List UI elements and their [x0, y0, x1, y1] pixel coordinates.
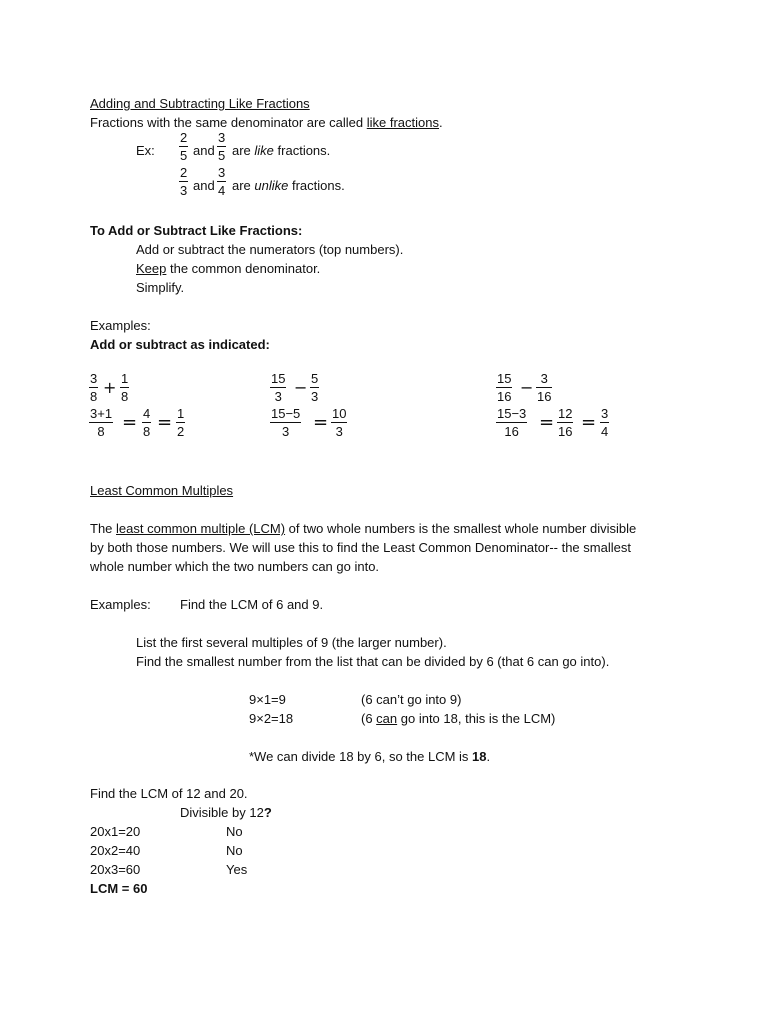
table-row-1-calc: 20x1=20 [90, 824, 141, 839]
numerator: 4 [143, 406, 151, 421]
multiple-row-2-note [361, 709, 555, 728]
table-row-3-calc: 20x3=60 [90, 862, 141, 877]
like-statement [232, 141, 330, 160]
like-fractions-intro [90, 113, 443, 132]
lcm-definition-line-2: by both those numbers. We will use this to find the Least Common Denominator-- the smallest [90, 540, 631, 555]
lcm2-task: Find the LCM of 12 and 20. [90, 786, 248, 801]
and-text: and [193, 143, 215, 158]
denominator: 5 [218, 148, 226, 163]
rule-step-2 [136, 259, 320, 278]
lcm-list-instruction: List the first several multiples of 9 (the larger number). [136, 635, 447, 650]
rule-step-2-rest: the common denominator. [166, 261, 321, 276]
fraction-bar [217, 181, 226, 182]
can-word: can [376, 711, 398, 726]
lcm-examples-label: Examples: [90, 597, 151, 612]
unlike-statement [232, 176, 345, 195]
denominator: 4 [601, 424, 609, 439]
plus-operator: + [103, 378, 117, 397]
equals-sign: = [157, 412, 173, 433]
solution-a-result [176, 407, 185, 438]
fraction-bar [557, 422, 573, 423]
fractions-text: fractions. [273, 143, 331, 158]
equals-sign: = [539, 412, 555, 433]
fraction-bar [179, 146, 188, 147]
numerator: 15 [271, 371, 286, 386]
multiple-row-2-calc: 9×2=18 [249, 711, 294, 726]
solution-c-result [600, 407, 609, 438]
rule-step-3: Simplify. [136, 280, 185, 295]
numerator: 2 [180, 165, 188, 180]
intro-post: . [439, 115, 443, 130]
numerator: 2 [180, 130, 188, 145]
denominator: 3 [311, 389, 319, 404]
numerator: 3 [218, 165, 226, 180]
denominator: 3 [335, 424, 343, 439]
problem-a-fraction-1 [89, 372, 98, 403]
fraction-bar [270, 422, 301, 423]
denominator: 3 [274, 389, 282, 404]
fraction-2-5 [179, 131, 188, 162]
multiple-row-1-note: (6 can’t go into 9) [361, 692, 462, 707]
note-post: go into 18, this is the LCM) [397, 711, 556, 726]
conclusion-pre: *We can divide 18 by 6, so the LCM is [249, 749, 473, 764]
table-row-2-calc: 20x2=40 [90, 843, 141, 858]
numerator: 15−3 [497, 406, 527, 421]
definition-pre: The [90, 521, 117, 536]
are-text: are [232, 178, 255, 193]
question-mark: ? [263, 805, 272, 820]
fractions-text: fractions. [288, 178, 345, 193]
problem-c-fraction-2 [536, 372, 552, 403]
table-row-3-result: Yes [226, 862, 248, 877]
denominator: 3 [282, 424, 290, 439]
lcm-find-instruction: Find the smallest number from the list that can be divided by 6 (that 6 can go into). [136, 654, 610, 669]
numerator: 3 [540, 371, 548, 386]
fraction-3-5 [217, 131, 226, 162]
fraction-bar [600, 422, 609, 423]
denominator: 8 [121, 389, 129, 404]
denominator: 3 [180, 183, 188, 198]
lcm-example-task: Find the LCM of 6 and 9. [180, 597, 324, 612]
conclusion-post: . [486, 749, 491, 764]
fraction-bar [310, 387, 319, 388]
minus-operator: − [520, 378, 534, 397]
fraction-bar [179, 181, 188, 182]
denominator: 8 [90, 389, 98, 404]
note-pre: (6 [361, 711, 377, 726]
numerator: 3+1 [90, 406, 113, 421]
intro-pre: Fractions with the same denominator are called [90, 115, 367, 130]
multiple-row-1-calc: 9×1=9 [249, 692, 286, 707]
unlike-word: unlike [254, 178, 289, 193]
are-text: are [232, 143, 255, 158]
minus-operator: − [294, 378, 308, 397]
denominator: 8 [97, 424, 105, 439]
lcm-conclusion [249, 747, 490, 766]
examples-label: Examples: [90, 318, 151, 333]
lcm-definition-line-1 [90, 519, 636, 538]
divisible-header-text: Divisible by 12 [180, 805, 264, 820]
and-text: and [193, 178, 215, 193]
keep-word: Keep [136, 261, 167, 276]
numerator: 1 [121, 371, 129, 386]
numerator: 5 [311, 371, 319, 386]
table-row-2-result: No [226, 843, 243, 858]
solution-a-step-2 [142, 407, 151, 438]
denominator: 16 [504, 424, 519, 439]
rules-heading: To Add or Subtract Like Fractions: [90, 223, 303, 238]
fraction-bar [270, 387, 286, 388]
fraction-bar [89, 422, 113, 423]
problem-b-fraction-1 [270, 372, 286, 403]
denominator: 8 [143, 424, 151, 439]
examples-instruction: Add or subtract as indicated: [90, 337, 270, 352]
divisible-header [180, 803, 272, 822]
lcm-answer-18: 18 [472, 749, 487, 764]
table-row-1-result: No [226, 824, 243, 839]
lcm2-answer: LCM = 60 [90, 881, 148, 896]
lcm-term: least common multiple (LCM) [116, 521, 286, 536]
numerator: 10 [332, 406, 347, 421]
denominator: 16 [537, 389, 552, 404]
equals-sign: = [313, 412, 329, 433]
fraction-bar [331, 422, 347, 423]
fraction-bar [120, 387, 129, 388]
problem-b-fraction-2 [310, 372, 319, 403]
denominator: 16 [558, 424, 573, 439]
section-title-lcm: Least Common Multiples [90, 483, 234, 498]
definition-post: of two whole numbers is the smallest whole number divisible [285, 521, 637, 536]
intro-like-fractions-term: like fractions [366, 115, 439, 130]
fraction-3-4 [217, 166, 226, 197]
denominator: 16 [497, 389, 512, 404]
lcm-definition-line-3: whole number which the two numbers can go into. [90, 559, 380, 574]
numerator: 1 [177, 406, 185, 421]
fraction-bar [496, 387, 512, 388]
solution-b-result [331, 407, 347, 438]
solution-b-step-1 [270, 407, 301, 438]
problem-a-fraction-2 [120, 372, 129, 403]
equals-sign: = [581, 412, 597, 433]
numerator: 12 [558, 406, 573, 421]
numerator: 3 [90, 371, 98, 386]
fraction-bar [217, 146, 226, 147]
fraction-bar [536, 387, 552, 388]
solution-c-step-2 [557, 407, 573, 438]
fraction-bar [89, 387, 98, 388]
numerator: 3 [601, 406, 609, 421]
solution-c-step-1 [496, 407, 527, 438]
fraction-bar [142, 422, 151, 423]
numerator: 3 [218, 130, 226, 145]
solution-a-step-1 [89, 407, 113, 438]
fraction-bar [176, 422, 185, 423]
problem-c-fraction-1 [496, 372, 512, 403]
numerator: 15 [497, 371, 512, 386]
fraction-2-3 [179, 166, 188, 197]
fraction-bar [496, 422, 527, 423]
like-word: like [254, 143, 274, 158]
numerator: 15−5 [271, 406, 301, 421]
rule-step-1: Add or subtract the numerators (top numbers). [136, 242, 404, 257]
denominator: 4 [218, 183, 226, 198]
denominator: 5 [180, 148, 188, 163]
equals-sign: = [122, 412, 138, 433]
denominator: 2 [177, 424, 185, 439]
ex-label: Ex: [136, 143, 155, 158]
section-title-like-fractions: Adding and Subtracting Like Fractions [90, 96, 310, 111]
